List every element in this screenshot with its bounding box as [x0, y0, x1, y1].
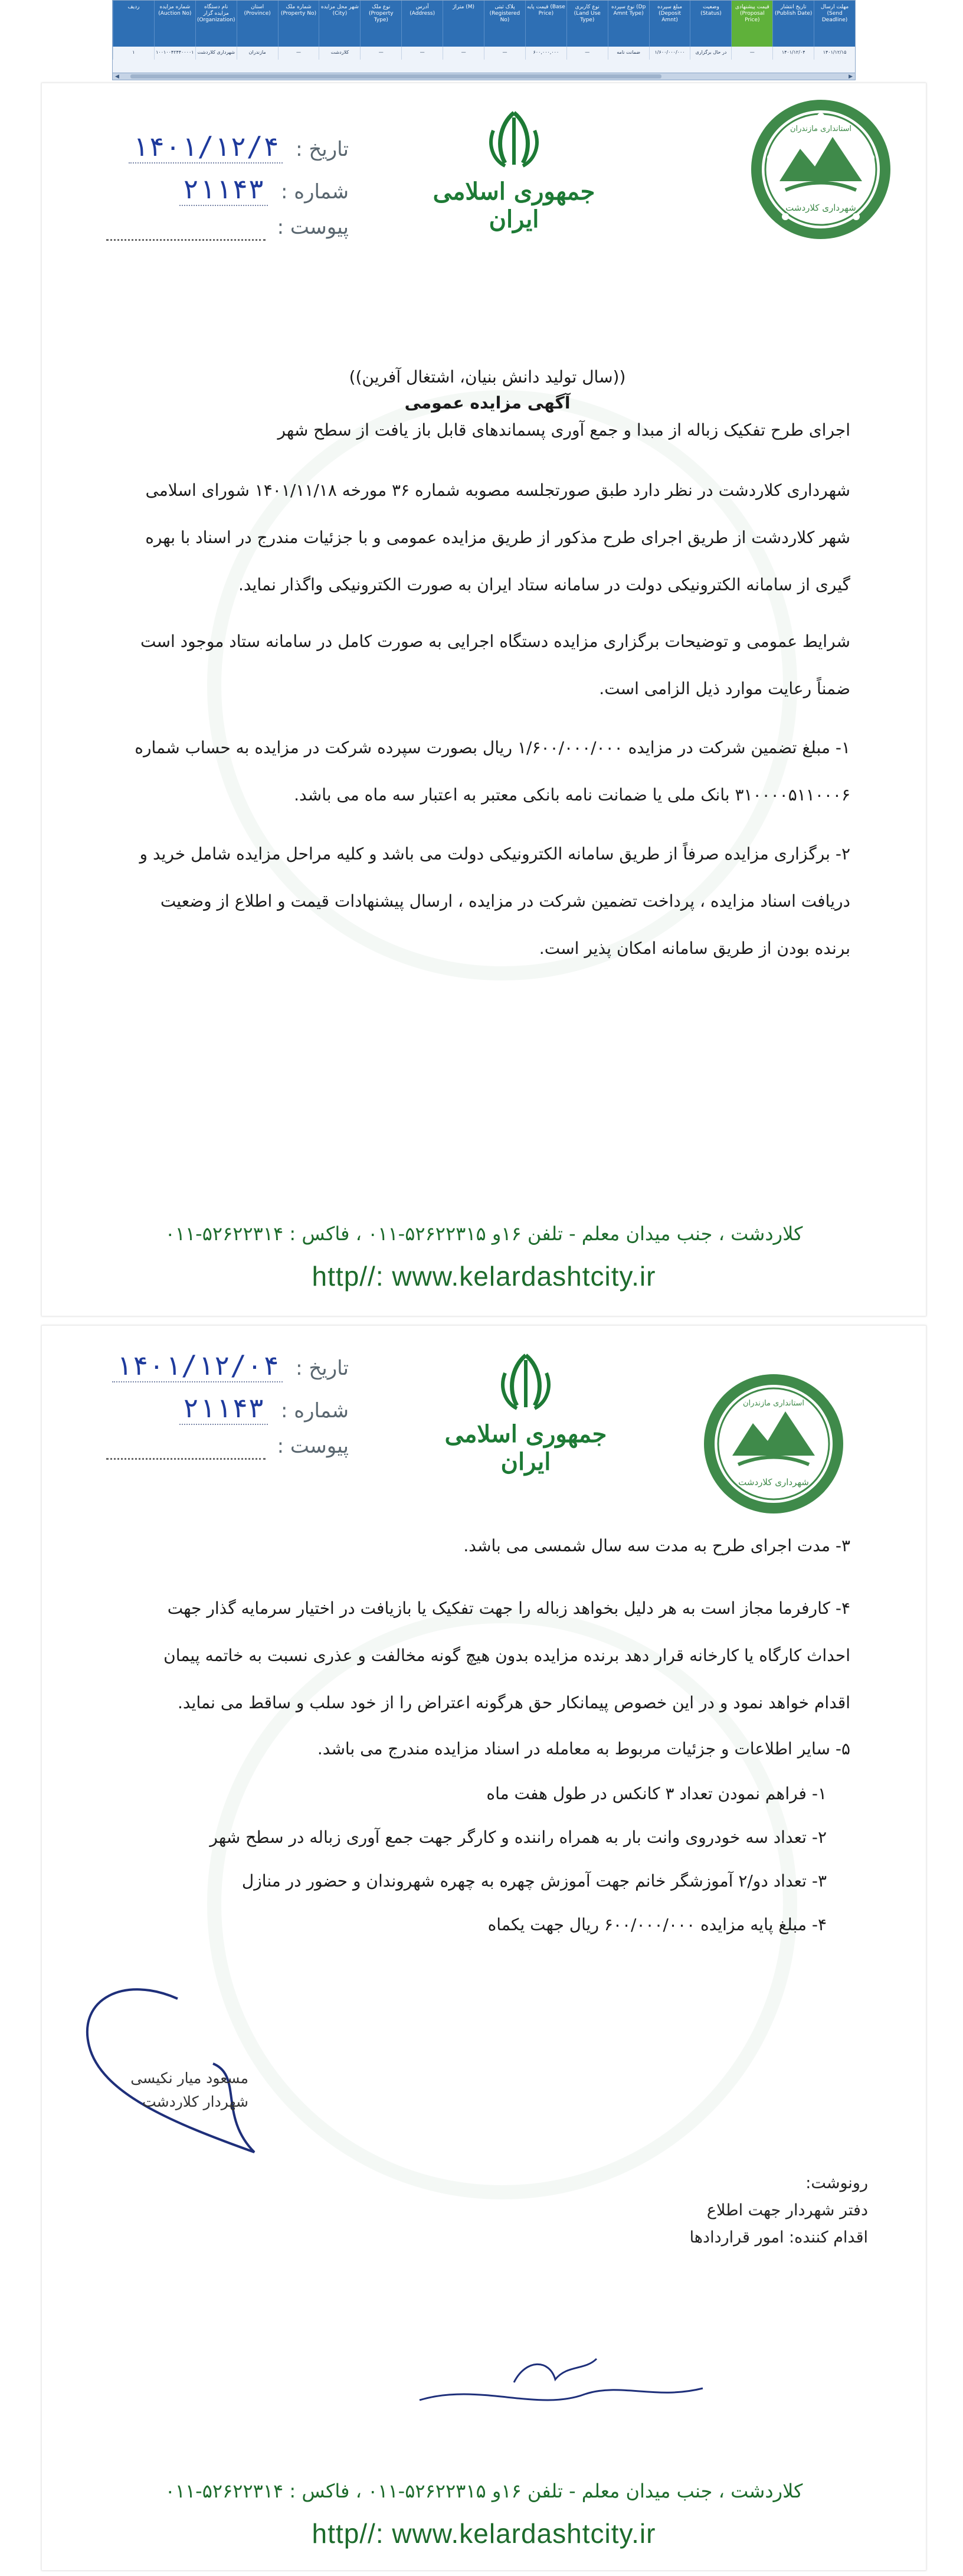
- date-value: ۱۴۰۱/۱۲/۴: [129, 130, 283, 164]
- table-cell: —: [401, 47, 443, 60]
- cc-line-2: اقدام کننده: امور قراردادها: [689, 2228, 868, 2247]
- table-cell: کلاردشت: [319, 47, 360, 60]
- number-label: شماره :: [281, 1399, 349, 1423]
- seal-top-text: شهرداری کلاردشت: [785, 202, 856, 213]
- number-value: ۲۱۱۴۳: [179, 1392, 268, 1425]
- national-emblem: [420, 1349, 632, 1476]
- municipality-seal-icon: [697, 1367, 850, 1523]
- cc-block: [608, 2170, 868, 2251]
- date-label: تاریخ :: [296, 1356, 349, 1380]
- table-cell: ۱۰۰۱۰۰۴۲۴۴۰۰۰۰۱: [154, 47, 195, 60]
- letter-body-1: [125, 367, 850, 1006]
- table-header-cell[interactable]: قیمت پایه (Base Price): [525, 1, 566, 47]
- horizontal-scrollbar[interactable]: [113, 73, 855, 80]
- table-cell: ۱۴۰۱/۱۲/۰۴: [772, 47, 814, 60]
- table-header-cell[interactable]: نوع سپرده (Dp Amnt Type): [608, 1, 649, 47]
- emblem-title: جمهوری اسلامی ایران: [433, 178, 595, 233]
- table-header-cell[interactable]: نوع کاربری (Land Use Type): [566, 1, 608, 47]
- table-header-cell[interactable]: پلاک ثبتی (Registered No): [484, 1, 525, 47]
- municipality-seal-icon: [744, 93, 898, 249]
- footer-address: کلاردشت ، جنب میدان معلم - تلفن ۱۶و ۵۲۶۲۲۳۱۵-۰۱۱ ، فاکس : ۵۲۶۲۲۳۱۴-۰۱۱: [165, 1222, 803, 1245]
- seal-bottom-text: استانداری مازندران: [790, 125, 852, 133]
- date-value: ۱۴۰۱/۱۲/۰۴: [112, 1349, 283, 1382]
- table-cell: ۶۰۰,۰۰۰,۰۰۰: [525, 47, 566, 60]
- table-cell: مازندران: [237, 47, 278, 60]
- table-header-row: [113, 1, 855, 47]
- item-3: ۳- مدت اجرای طرح به مدت سه سال شمسی می باشد.: [463, 1536, 850, 1555]
- subitem-4: ۴- مبلغ پایه مزایده ۶۰۰/۰۰۰/۰۰۰ ریال جهت یکماه: [487, 1915, 827, 1934]
- table-cell: ۱: [113, 47, 154, 60]
- table-row[interactable]: [113, 47, 855, 60]
- table-cell: —: [278, 47, 319, 60]
- letter-body-2: [125, 1535, 850, 1970]
- table-cell: —: [566, 47, 608, 60]
- signatory-title: شهردار کلاردشت: [142, 2093, 248, 2110]
- subitem-3: ۳- تعداد دو/۲ آموزشگر خانم جهت آموزش چهره به چهره شهروندان و حضور در منازل: [241, 1871, 827, 1891]
- paragraph-4: ۲- برگزاری مزایده صرفاً از طریق سامانه الکترونیکی دولت می باشد و کلیه مراحل مزایده شامل خرید و دریافت اسناد مزایده ، پرداخت تضمین شرکت در مزایده ، ارسال پیشنهادات قیمت و اطلاع از وضعیت برنده بودن از طریق سامانه امکان پذیر است.: [139, 844, 850, 958]
- table-cell: —: [731, 47, 772, 60]
- year-slogan: ((سال تولید دانش بنیان، اشتغال آفرین)): [349, 367, 626, 387]
- table-header-cell[interactable]: متراژ (M): [443, 1, 484, 47]
- table-header-cell[interactable]: شماره مزایده (Auction No): [154, 1, 195, 47]
- letter-meta: [77, 1349, 349, 1477]
- item-5: ۵- سایر اطلاعات و جزئیات مربوط به معامله در اسناد مزایده مندرج می باشد.: [317, 1739, 850, 1758]
- table-header-cell[interactable]: وضعیت (Status): [690, 1, 731, 47]
- table-header-cell[interactable]: مهلت ارسال (Send Deadline): [814, 1, 855, 47]
- table-header-cell[interactable]: آدرس (Address): [401, 1, 443, 47]
- notice-subject: اجرای طرح تفکیک زباله از مبدا و جمع آوری پسماندهای قابل باز یافت از سطح شهر: [277, 420, 850, 440]
- attachment-blank: [106, 221, 266, 241]
- signature-block: [107, 2067, 248, 2114]
- footer-website: http//: www.kelardashtcity.ir: [312, 1261, 656, 1292]
- item-4: ۴- کارفرما مجاز است به هر دلیل بخواهد زباله را جهت تفکیک یا بازیافت در اختیار سرمایه گذار جهت احداث کارگاه یا کارخانه قرار دهد برنده مزایده بدون هیچ گونه مخالفت و عذری نسبت به خاتمه پیمان اقدام خواهد نمود و در این خصوص پیمانکار حق هرگونه اعتراض را از خود سلب و ساقط می نماید.: [163, 1598, 850, 1712]
- notice-heading: آگهی مزایده عمومی: [404, 393, 571, 413]
- iran-emblem-icon: [482, 107, 546, 172]
- table-header-cell[interactable]: ردیف: [113, 1, 154, 47]
- attachment-label: پیوست :: [277, 215, 349, 239]
- table-cell: —: [484, 47, 525, 60]
- scroll-right-icon[interactable]: ▶: [849, 74, 853, 80]
- table-cell: ضمانت نامه: [608, 47, 649, 60]
- auction-listing-table: [112, 0, 856, 80]
- footer-website: http//: www.kelardashtcity.ir: [312, 2518, 656, 2549]
- letter-footer-1: [42, 1222, 926, 1292]
- letter-page-2: [41, 1325, 926, 2571]
- table-cell: شهرداری کلاردشت: [195, 47, 237, 60]
- number-value: ۲۱۱۴۳: [179, 173, 268, 206]
- seal-bottom-text: استانداری مازندران: [742, 1399, 805, 1408]
- table-header-cell[interactable]: نوع ملک (Property Type): [360, 1, 401, 47]
- paragraph-3: ۱- مبلغ تضمین شرکت در مزایده ۱/۶۰۰/۰۰۰/۰۰۰ ریال بصورت سپرده شرکت در مزایده به حساب شماره ۳۱۰۰۰۰۵۱۱۰۰۰۶ بانک ملی یا ضمانت نامه بانکی معتبر به اعتبار سه ماه می باشد.: [135, 738, 850, 805]
- subitem-1: ۱- فراهم نمودن تعداد ۳ کانکس در طول هفت ماه: [486, 1784, 827, 1803]
- seal-top-text: شهرداری کلاردشت: [738, 1477, 809, 1488]
- subitem-2: ۲- تعداد سه خودروی وانت بار به همراه راننده و کارگر جهت جمع آوری زباله در سطح شهر: [209, 1828, 827, 1847]
- date-label: تاریخ :: [296, 138, 349, 161]
- table-header-cell[interactable]: نام دستگاه مزایده گزار (Organization): [195, 1, 237, 47]
- cc-title: رونوشت:: [805, 2174, 868, 2192]
- table-cell: ۱۴۰۱/۱۲/۱۵: [814, 47, 855, 60]
- paragraph-2: شرایط عمومی و توضیحات برگزاری مزایده دستگاه اجرایی به صورت کامل در سامانه ستاد موجود است ضمناً رعایت موارد ذیل الزامی است.: [140, 632, 850, 698]
- signatory-name: مسعود میار نکیسی: [130, 2070, 248, 2087]
- national-emblem: [408, 107, 620, 233]
- table-cell: در حال برگزاری: [690, 47, 731, 60]
- letter-meta: [65, 130, 349, 258]
- cc-line-1: دفتر شهردار جهت اطلاع: [706, 2201, 868, 2219]
- scrollbar-thumb[interactable]: [130, 74, 661, 79]
- footer-address: کلاردشت ، جنب میدان معلم - تلفن ۱۶و ۵۲۶۲۲۳۱۵-۰۱۱ ، فاکس : ۵۲۶۲۲۳۱۴-۰۱۱: [165, 2480, 803, 2502]
- scroll-left-icon[interactable]: ◀: [115, 74, 119, 80]
- table-header-cell[interactable]: تاریخ انتشار (Publish Date): [772, 1, 814, 47]
- attachment-label: پیوست :: [277, 1434, 349, 1458]
- table-cell: ۱/۶۰۰/۰۰۰/۰۰۰: [649, 47, 690, 60]
- attachment-blank: [106, 1440, 266, 1460]
- paragraph-1: شهرداری کلاردشت در نظر دارد طبق صورتجلسه مصوبه شماره ۳۶ مورخه ۱۴۰۱/۱۱/۱۸ شورای اسلامی شهر کلاردشت از طریق اجرای طرح مذکور از طریق مزایده عمومی و با جزئیات مندرج در اسناد با بهره گیری از سامانه الکترونیکی دولت در سامانه ستاد ایران به صورت الکترونیکی واگذار نماید.: [145, 480, 850, 594]
- table-header-cell[interactable]: شهر محل مزایده (City): [319, 1, 360, 47]
- table-header-cell[interactable]: مبلغ سپرده (Deposit Amnt): [649, 1, 690, 47]
- table-cell: —: [360, 47, 401, 60]
- iran-emblem-icon: [493, 1349, 558, 1414]
- table-header-cell[interactable]: قیمت پیشنهادی (Proposal Price): [731, 1, 772, 47]
- letter-footer-2: [42, 2480, 926, 2549]
- emblem-title: جمهوری اسلامی ایران: [444, 1420, 607, 1476]
- table-row-empty: [113, 60, 855, 73]
- table-header-cell[interactable]: شماره ملک (Property No): [278, 1, 319, 47]
- letter-page-1: [41, 83, 926, 1316]
- table-cell: —: [443, 47, 484, 60]
- number-label: شماره :: [281, 180, 349, 204]
- initials-signature: [408, 2347, 715, 2430]
- table-header-cell[interactable]: استان (Province): [237, 1, 278, 47]
